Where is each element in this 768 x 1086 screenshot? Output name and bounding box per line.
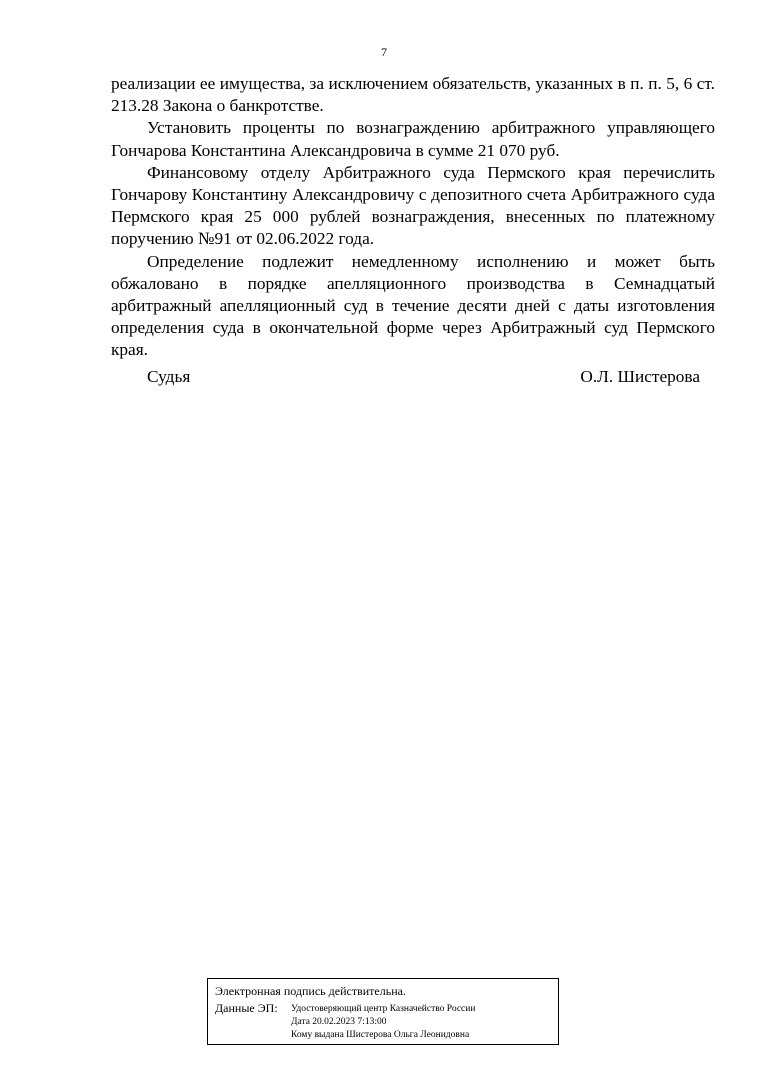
ep-date: Дата 20.02.2023 7:13:00	[291, 1017, 387, 1027]
ep-details	[291, 1003, 475, 1042]
judge-name: О.Л. Шистерова	[580, 367, 700, 386]
electronic-signature-stamp	[207, 978, 559, 1045]
paragraph-fee-percent: Установить проценты по вознаграждению арбитражного управляющего Гончарова Константина Александровича в сумме 21 070 руб.	[111, 118, 715, 160]
document-body	[111, 73, 715, 362]
ep-issuer: Удостоверяющий центр Казначейство России	[291, 1004, 476, 1014]
ep-issued-to: Кому выдана Шистерова Ольга Леонидовна	[291, 1030, 470, 1040]
page-number: 7	[381, 45, 387, 59]
ep-validity-text: Электронная подпись действительна.	[215, 984, 406, 998]
paragraph-continuation: реализации ее имущества, за исключением обязательств, указанных в п. п. 5, 6 ст. 213.28 Закона о банкротстве.	[111, 74, 715, 116]
ep-data-label: Данные ЭП:	[215, 1001, 278, 1015]
judge-label: Судья	[147, 367, 191, 386]
paragraph-appeal: Определение подлежит немедленному исполнению и может быть обжаловано в порядке апелляционного производства в Семнадцатый арбитражный апелляционный суд в течение десяти дней с даты изготовления определения суда в окончательной форме через Арбитражный суд Пермского края.	[111, 251, 715, 360]
paragraph-transfer-order: Финансовому отделу Арбитражного суда Пермского края перечислить Гончарову Константину Александровичу с депозитного счета Арбитражного суда Пермского края 25 000 рублей вознаграждения, внесенных по платежному поручению №91 от 02.06.2022 года.	[111, 162, 715, 249]
